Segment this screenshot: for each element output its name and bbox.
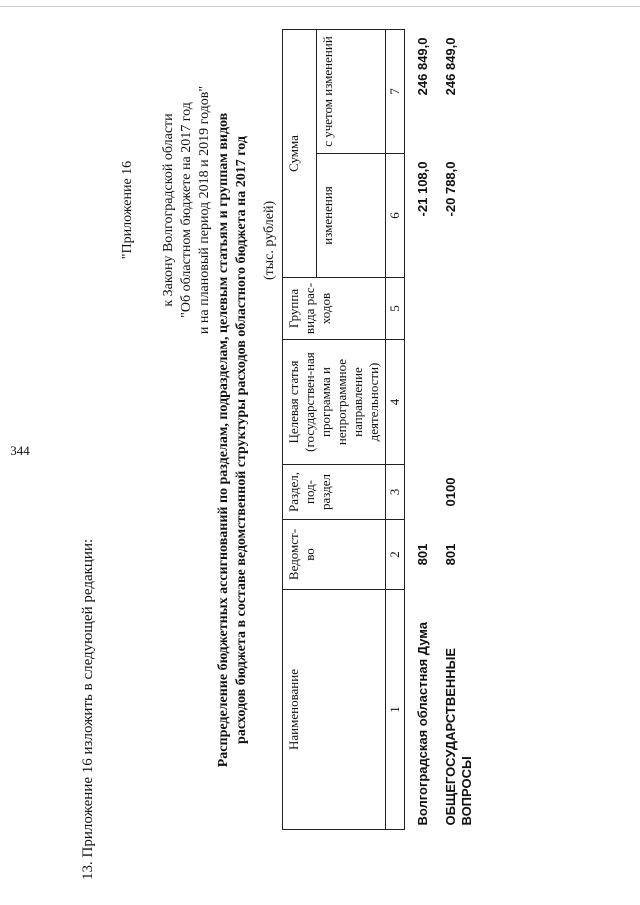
row-change-amount: -20 788,0 — [443, 161, 458, 217]
row-total-amount: 246 849,0 — [415, 37, 430, 96]
units-label: (тыс. рублей) — [262, 200, 277, 280]
row-target-article — [405, 340, 434, 465]
row-change-amount: -21 108,0 — [415, 161, 430, 217]
row-expense-group — [433, 278, 477, 340]
column-number: 4 — [386, 340, 405, 465]
intro-text: 13. Приложение 16 изложить в следующей редакции: — [80, 538, 96, 880]
row-name: Волгоградская областная Дума — [415, 622, 430, 826]
column-number: 2 — [386, 520, 405, 590]
column-number: 1 — [386, 590, 405, 830]
row-name: ОБЩЕГОСУДАРСТВЕННЫЕ ВОПРОСЫ — [443, 647, 474, 826]
column-number: 3 — [386, 465, 405, 520]
header-changes: изменения — [317, 154, 386, 278]
header-with-changes: с учетом изменений — [317, 30, 386, 154]
column-numbers-row — [386, 30, 405, 830]
document-heading — [215, 80, 251, 800]
header-sum: Сумма — [283, 30, 317, 278]
law-line: к Закону Волгоградской области — [161, 113, 176, 307]
appendix-title: "Приложение 16 — [120, 160, 135, 260]
header-section: Раздел, под-раздел — [283, 465, 386, 520]
row-expense-group — [405, 278, 434, 340]
header-target-article: Целевая статья (государствен-ная программа и непрограммное направление деятельности) — [283, 340, 386, 465]
heading-line: расходов бюджета в составе ведомственной структуры расходов областного бюджета на 2017 год — [234, 136, 249, 744]
row-total-amount: 246 849,0 — [443, 37, 458, 96]
header-name: Наименование — [283, 590, 386, 830]
row-target-article — [433, 340, 477, 465]
table-header-row — [283, 30, 317, 830]
budget-table — [282, 29, 477, 830]
rotated-page-content — [40, 0, 640, 880]
table-row — [433, 30, 477, 830]
header-department: Ведомст-во — [283, 520, 386, 590]
column-number: 6 — [386, 154, 405, 278]
heading-line: Распределение бюджетных ассигнований по разделам, подразделам, целевым статьям и группам видов — [216, 112, 231, 768]
row-section: 0100 — [443, 477, 458, 507]
row-department: 801 — [443, 543, 458, 566]
column-number: 5 — [386, 278, 405, 340]
law-reference — [160, 40, 214, 380]
law-line: "Об областном бюджете на 2017 год — [179, 102, 194, 318]
law-line: и на плановый период 2018 и 2019 годов" — [197, 85, 212, 335]
table-row — [405, 30, 434, 830]
header-expense-group: Группа вида рас-ходов — [283, 278, 386, 340]
row-department: 801 — [415, 543, 430, 566]
page-number: 344 — [10, 443, 30, 458]
row-section — [405, 465, 434, 520]
column-number: 7 — [386, 30, 405, 154]
